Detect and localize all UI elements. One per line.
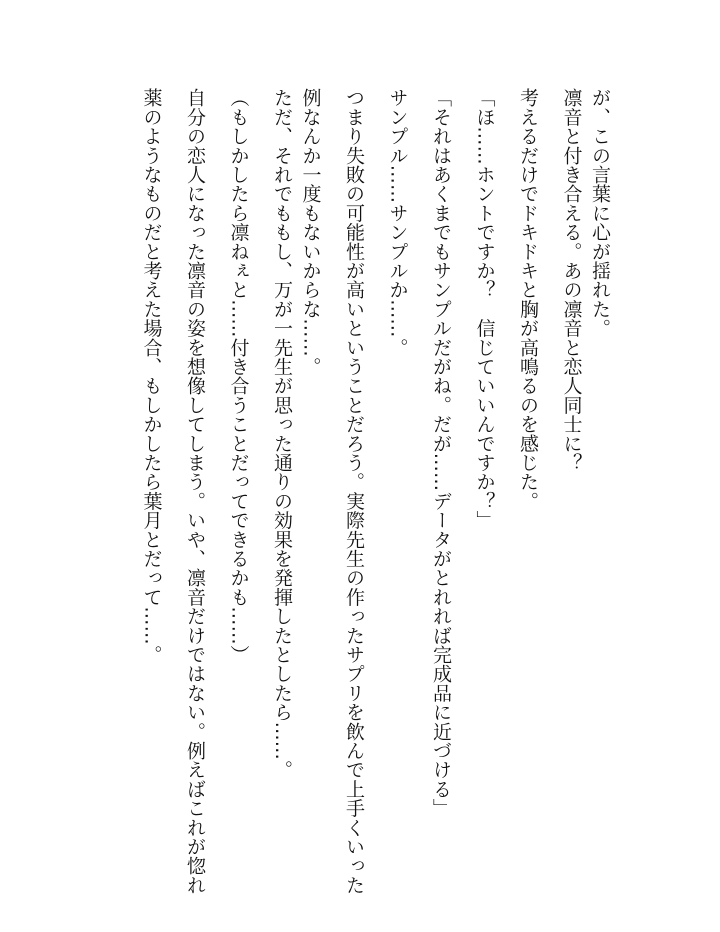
text-line: 考えるだけでドキドキと胸が高鳴るのを感じた。 (517, 88, 539, 511)
text-line: 例なんか一度もないからな……。 (299, 88, 322, 376)
text-line: （もしかしたら凛ねぇと……付き合うことだってできるかも……） (227, 88, 250, 664)
text-line: 自分の恋人になった凛音の姿を想像してしまう。いや、凛音だけではない。例えばこれが惚れ (184, 88, 206, 895)
text-line: 「それはあくまでもサンプルだがね。だが……データがとれれば完成品に近づける」 (430, 88, 452, 818)
text-line: 「ほ……ホントですか？ 信じていいんですか？」 (473, 88, 496, 530)
text-line: サンプル……サンプルか……。 (386, 88, 409, 357)
text-line: つまり失敗の可能性が高いということだろう。実際先生の作ったサプリを飲んで上手くいった (343, 88, 365, 895)
text-line: ただ、それでももし、万が一先生が思った通りの効果を発揮したとしたら……。 (271, 88, 293, 780)
text-line: が、この言葉に心が揺れた。 (589, 88, 611, 338)
vertical-text-block (137, 88, 614, 895)
text-line: 薬のようなものだと考えた場合、もしかしたら葉月とだって……。 (140, 88, 163, 664)
text-line: 凛音と付き合える。あの凛音と恋人同士に？ (560, 88, 583, 472)
